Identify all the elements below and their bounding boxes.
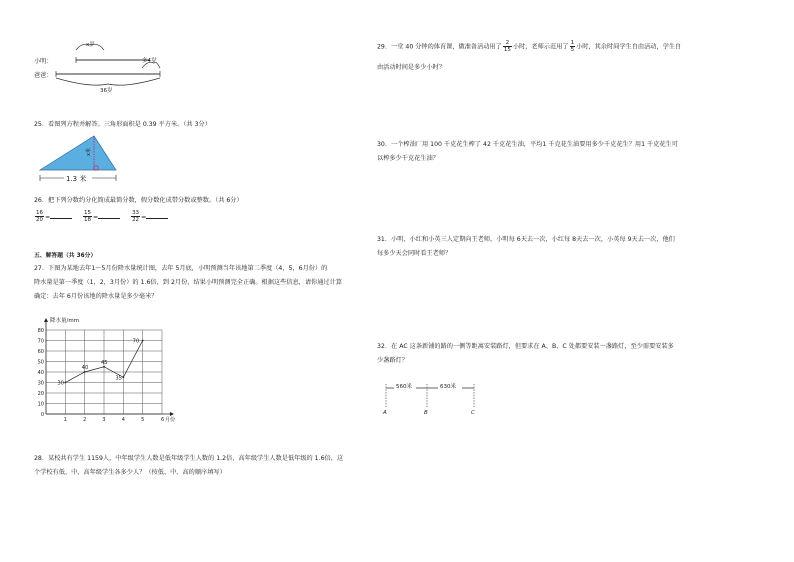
seg2-label: 630米 bbox=[440, 384, 456, 390]
y-tick-label: 40 bbox=[37, 370, 44, 376]
data-label: 35 bbox=[115, 375, 122, 382]
y-tick-label: 60 bbox=[37, 349, 44, 355]
y-axis-arrow bbox=[44, 318, 48, 322]
fraction-16-20 bbox=[35, 210, 44, 223]
x-tick-label: 3 bbox=[102, 417, 106, 423]
q26-text: 26．把下列分数约分化简成最简分数，假分数化成带分数或整数。（共 6分） bbox=[34, 197, 243, 204]
y-axis-title: 降水量/mm bbox=[50, 318, 80, 324]
fraction-num: 1 bbox=[570, 40, 575, 46]
age-x-label: x岁 bbox=[86, 42, 95, 48]
answer-blank-1[interactable] bbox=[50, 212, 72, 219]
road-segment-diagram bbox=[378, 376, 488, 416]
age-plus4-label: 多4岁 bbox=[142, 58, 157, 64]
q28-line2: 个学校有低、中、高年级学生各多少人？（按低、中、高的顺序填写） bbox=[34, 469, 226, 476]
x-tick-label: 5 bbox=[141, 417, 145, 423]
q27-line3: 确定：去年 6月份该地的降水量是多少毫米？ bbox=[34, 293, 158, 300]
x-tick-label: 6 bbox=[161, 417, 165, 423]
y-tick-label: 10 bbox=[37, 401, 44, 408]
x-tick-label: 2 bbox=[83, 417, 87, 423]
x-tick-label: 1 bbox=[63, 417, 67, 423]
point-b-label: B bbox=[424, 410, 428, 416]
dad-label: 爸爸： bbox=[34, 72, 53, 79]
data-point bbox=[142, 340, 144, 342]
y-tick-label: 80 bbox=[37, 328, 44, 334]
q30-line1: 30．一个榨油厂用 100 千克花生榨了 42 千克花生油，平均1 千克花生油要用多少千克花生？用1 千克花生可 bbox=[377, 141, 678, 148]
fraction-den: 20 bbox=[36, 217, 43, 223]
x-axis-arrow bbox=[170, 412, 174, 416]
point-c-label: C bbox=[471, 410, 475, 416]
q29-line2: 由活动时间是多少小时？ bbox=[377, 64, 446, 71]
y-tick-label: 30 bbox=[37, 380, 44, 387]
q29-mid: 小时，老师示范用了 bbox=[512, 43, 569, 51]
age-36-label: 36岁 bbox=[100, 88, 113, 94]
triangle-shape bbox=[40, 136, 116, 170]
fraction-num: 16 bbox=[36, 210, 43, 216]
data-point bbox=[84, 371, 86, 373]
xiaoming-label: 小明： bbox=[34, 58, 53, 65]
q26-fractions: $\frac{16}{20}$ = $\frac{15}{18}$ = $\frac{33}{22}$ = bbox=[34, 210, 168, 223]
fraction-33-22 bbox=[131, 210, 140, 223]
base-label: 1.3 米 bbox=[66, 175, 87, 183]
seg1-label: 560米 bbox=[396, 384, 412, 390]
height-label: x米 bbox=[86, 148, 92, 156]
x-axis-title: 月份 bbox=[165, 417, 176, 423]
q32-line2: 少盏路灯？ bbox=[377, 357, 408, 364]
total-brace bbox=[56, 78, 160, 85]
fraction-1-5 bbox=[570, 40, 576, 53]
x-tick-label: 4 bbox=[121, 417, 125, 423]
y-tick-label: 50 bbox=[37, 359, 44, 366]
q30-line2: 以榨多少千克花生油？ bbox=[377, 155, 439, 162]
answer-blank-2[interactable] bbox=[98, 212, 120, 219]
q31-line1: 31．小明、小红和小英三人定期向王老师，小明每 6天去一次，小红每 8天去一次，小英每 9天去一次，他们 bbox=[377, 236, 675, 243]
fraction-num: 2 bbox=[503, 40, 512, 47]
data-label: 70 bbox=[132, 338, 140, 345]
q31-line2: 每多少天会同时看王老师？ bbox=[377, 250, 452, 257]
fraction-num: 33 bbox=[132, 210, 140, 216]
q27-line1: 27．下图为某地去年1～5月份降水量统计图，去年 5月底，小明预测当年该地第二季度（4，5，6月份）的 bbox=[34, 265, 328, 272]
q29-line1 bbox=[377, 40, 681, 54]
q27-line2: 降水量是第一季度（1，2，3月份）的 1.6倍，到 2月份，结果小明预测完全正确。根据这些信息，请你通过计算 bbox=[34, 279, 342, 286]
rainfall-line-chart bbox=[30, 308, 190, 430]
data-label: 45 bbox=[101, 359, 108, 366]
fraction-2-15 bbox=[503, 40, 512, 53]
data-point bbox=[64, 382, 66, 384]
data-point bbox=[122, 376, 124, 378]
fraction-den: 18 bbox=[84, 217, 92, 223]
section-five-heading: 五、解答题（共 36分） bbox=[34, 253, 97, 259]
fraction-den: 22 bbox=[132, 217, 140, 223]
q29-post: 小时，其余时间学生自由活动，学生自 bbox=[576, 43, 682, 51]
triangle-figure bbox=[34, 132, 134, 186]
age-line-diagram bbox=[30, 38, 170, 96]
point-a-label: A bbox=[383, 410, 387, 416]
fraction-den: 5 bbox=[570, 47, 575, 53]
data-label: 40 bbox=[81, 365, 89, 371]
q29-pre: 29．一堂 40 分钟的体育课，做准备活动用了 bbox=[377, 43, 502, 51]
data-label: 30 bbox=[57, 380, 64, 387]
q25-text: 25．看图列方程并解答。三角形面积是 0.39 平方米。（共 3分） bbox=[34, 121, 211, 128]
data-point bbox=[103, 366, 105, 368]
answer-blank-3[interactable] bbox=[146, 212, 168, 219]
y-tick-label: 0 bbox=[40, 412, 44, 418]
q28-line1: 28．某校共有学生 1159人，中年级学生人数是低年级学生人数的 1.2倍，高年级学生人数是低年级的 1.6倍，这 bbox=[34, 455, 344, 462]
y-tick-label: 70 bbox=[37, 338, 44, 345]
fraction-den: 15 bbox=[503, 47, 511, 53]
y-tick-label: 20 bbox=[37, 391, 44, 397]
fraction-15-18 bbox=[83, 210, 92, 223]
fraction-num: 15 bbox=[84, 210, 92, 216]
q32-line1: 32．在 AC 这条新铺的路的一侧等距离安装路灯，但要求在 A、B、C 处都要安装一盏路灯，至少需要安装多 bbox=[377, 343, 674, 350]
